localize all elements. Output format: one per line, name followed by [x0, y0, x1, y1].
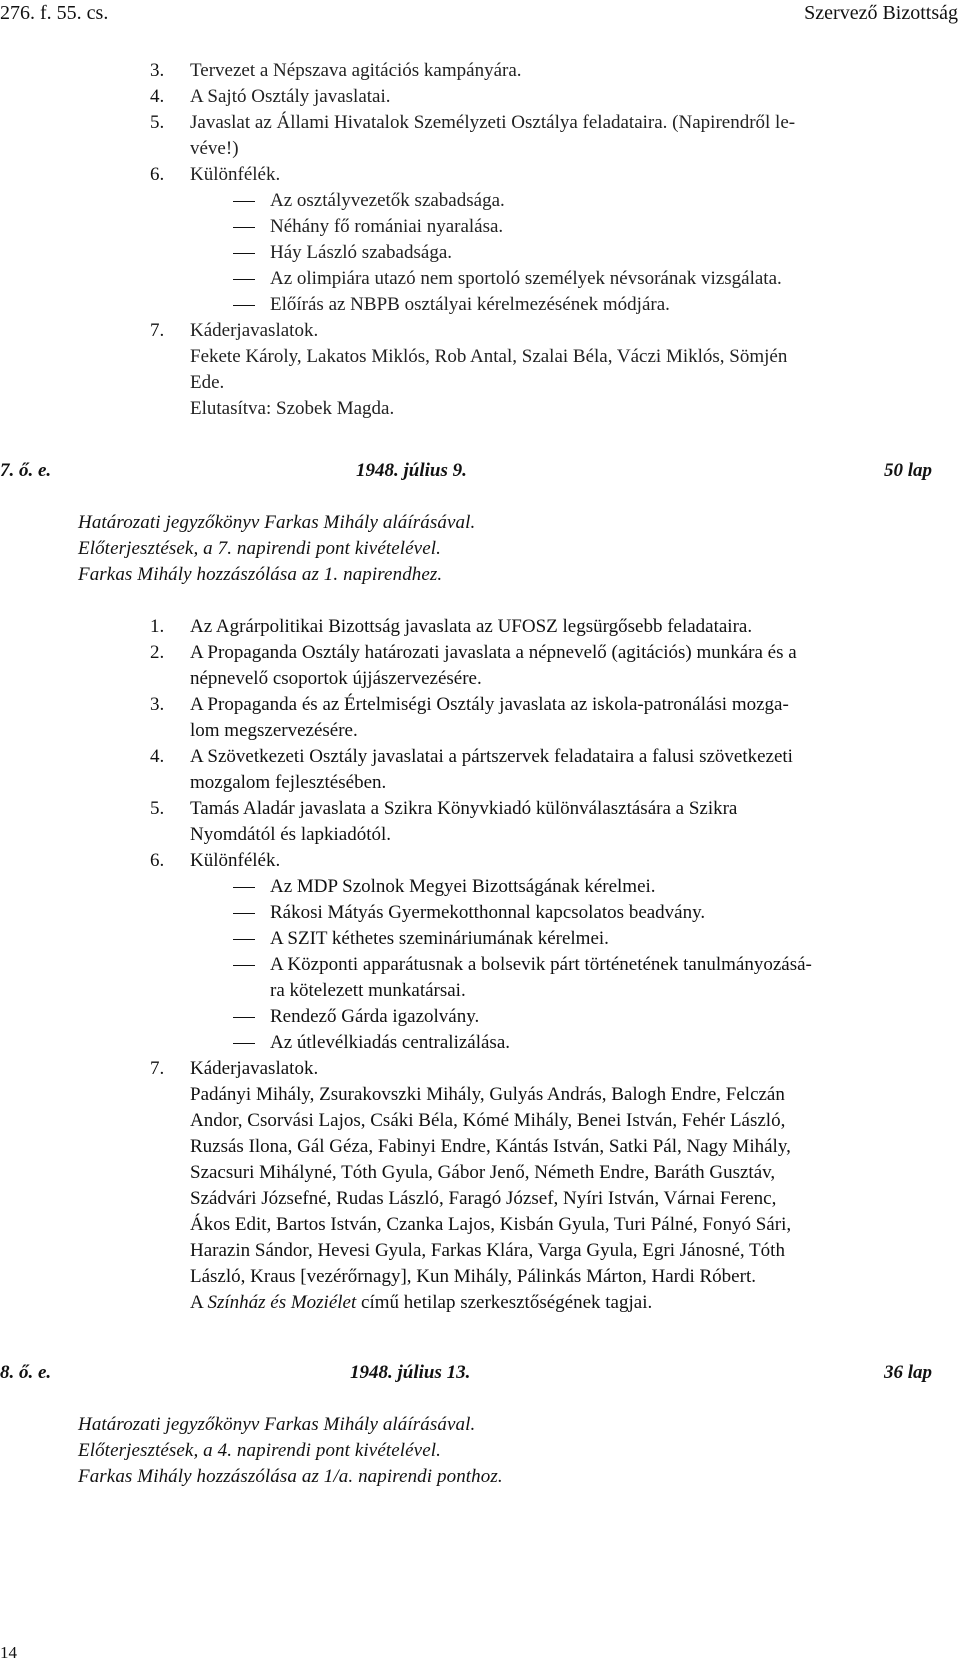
item-number: 4.: [150, 746, 165, 767]
names-line: Padányi Mihály, Zsurakovszki Mihály, Gulyás András, Balogh Endre, Felczán: [190, 1084, 785, 1105]
agenda-item-text: A Szövetkezeti Osztály javaslatai a pártszervek feladataira a falusi szövetkezeti: [190, 746, 793, 767]
running-header-left: 276. f. 55. cs.: [0, 2, 109, 24]
agenda-item-text: Az Agrárpolitikai Bizottság javaslata az UFOSZ legsürgősebb feladataira.: [190, 616, 753, 637]
sub-item-text: A SZIT kéthetes szemináriumának kérelmei.: [270, 928, 609, 949]
page-number: 14: [0, 1643, 17, 1662]
agenda-item-text: Különfélék.: [190, 164, 281, 185]
sub-item-text: Az útlevélkiadás centralizálása.: [270, 1032, 511, 1053]
agenda-item-text-cont: mozgalom fejlesztésében.: [190, 772, 387, 793]
dash-bullet: [233, 965, 255, 966]
session-pages: 50 lap: [883, 460, 932, 481]
sub-item-text: Az osztályvezetők szabadsága.: [270, 190, 505, 211]
names-line: Szádvári Józsefné, Rudas László, Faragó József, Nyíri István, Várnai Ferenc,: [190, 1188, 777, 1209]
dash-bullet: [233, 279, 255, 280]
dash-bullet: [233, 913, 255, 914]
periodical-title: Színház és Moziélet: [207, 1292, 357, 1313]
agenda-item-text-cont: lom megszervezésére.: [190, 720, 358, 741]
sub-item-text: Háy László szabadsága.: [270, 242, 453, 263]
meta-line: Előterjesztések, a 4. napirendi pont kivételével.: [78, 1440, 441, 1461]
names-line: Andor, Csorvási Lajos, Csáki Béla, Kómé Mihály, Benei István, Fehér László,: [190, 1110, 786, 1131]
agenda-item-text: A Sajtó Osztály javaslatai.: [190, 86, 391, 107]
dash-bullet: [233, 227, 255, 228]
item-number: 3.: [150, 694, 165, 715]
dash-bullet: [233, 1043, 255, 1044]
rejected-line: Elutasítva: Szobek Magda.: [190, 398, 395, 419]
agenda-item-text: Különfélék.: [190, 850, 281, 871]
sub-item-text: Rendező Gárda igazolvány.: [270, 1006, 480, 1027]
item-number: 6.: [150, 850, 165, 871]
sub-item-text: Az MDP Szolnok Megyei Bizottságának kérelmei.: [270, 876, 656, 897]
agenda-item-text: Tervezet a Népszava agitációs kampányára.: [190, 60, 522, 81]
agenda-item-text: Javaslat az Állami Hivatalok Személyzeti Osztálya feladataira. (Napirendről le-: [190, 112, 796, 133]
agenda-item-text-cont: népnevelő csoportok újjászervezésére.: [190, 668, 482, 689]
dash-bullet: [233, 887, 255, 888]
names-line: Ruzsás Ilona, Gál Géza, Fabinyi Endre, Kántás István, Satki Pál, Nagy Mihály,: [190, 1136, 791, 1157]
agenda-item-text-cont: Nyomdától és lapkiadótól.: [190, 824, 392, 845]
names-line: Szacsuri Mihályné, Tóth Gyula, Gábor Jenő, Németh Endre, Baráth Gusztáv,: [190, 1162, 776, 1183]
sub-item-text: Rákosi Mátyás Gyermekotthonnal kapcsolatos beadvány.: [270, 902, 706, 923]
agenda-item-text-cont: véve!): [190, 138, 239, 159]
dash-bullet: [233, 253, 255, 254]
agenda-item-text: A Propaganda Osztály határozati javaslata a népnevelő (agitációs) munkára és a: [190, 642, 797, 663]
item-number: 7.: [150, 1058, 165, 1079]
item-number: 5.: [150, 798, 165, 819]
names-line: Ákos Edit, Bartos István, Czanka Lajos, Kisbán Gyula, Turi Pálné, Fonyó Sári,: [190, 1214, 792, 1235]
agenda-item-text: Káderjavaslatok.: [190, 320, 319, 341]
agenda-item-text: Káderjavaslatok.: [190, 1058, 319, 1079]
agenda-item-text: A Propaganda és az Értelmiségi Osztály javaslata az iskola-patronálási mozga-: [190, 694, 789, 715]
dash-bullet: [233, 305, 255, 306]
dash-bullet: [233, 939, 255, 940]
running-header-right: Szervező Bizottság: [804, 2, 958, 24]
session-date: 1948. július 9.: [356, 460, 467, 481]
meta-line: Határozati jegyzőkönyv Farkas Mihály aláírásával.: [78, 512, 476, 533]
meta-line: Farkas Mihály hozzászólása az 1/a. napirendi ponthoz.: [78, 1466, 503, 1487]
agenda-item-text: Tamás Aladár javaslata a Szikra Könyvkiadó különválasztására a Szikra: [190, 798, 738, 819]
sub-item-text: Előírás az NBPB osztályai kérelmezésének módjára.: [270, 294, 670, 315]
sub-item-text: Néhány fő romániai nyaralása.: [270, 216, 504, 237]
item-number: 2.: [150, 642, 165, 663]
dash-bullet: [233, 1017, 255, 1018]
meta-line: Farkas Mihály hozzászólása az 1. napirendhez.: [78, 564, 443, 585]
sub-item-text-cont: ra kötelezett munkatársai.: [270, 980, 466, 1001]
session-pages: 36 lap: [883, 1362, 932, 1383]
names-line: Harazin Sándor, Hevesi Gyula, Farkas Klára, Varga Gyula, Egri Jánosné, Tóth: [190, 1240, 785, 1261]
dash-bullet: [233, 201, 255, 202]
item-number: 1.: [150, 616, 165, 637]
item-number: 7.: [150, 320, 165, 341]
sub-item-text: Az olimpiára utazó nem sportoló személyek névsorának vizsgálata.: [270, 268, 782, 289]
names-line: László, Kraus [vezérőrnagy], Kun Mihály, Pálinkás Márton, Hardi Róbert.: [190, 1266, 756, 1287]
session-date: 1948. július 13.: [350, 1362, 471, 1383]
item-number: 6.: [150, 164, 165, 185]
editorial-line: A Színház és Moziélet című hetilap szerkesztőségének tagjai.: [190, 1292, 653, 1313]
sub-item-text: A Központi apparátusnak a bolsevik párt történetének tanulmányozásá-: [270, 954, 812, 975]
item-number: 3.: [150, 60, 165, 81]
item-number: 4.: [150, 86, 165, 107]
session-id: 8. ő. e.: [0, 1362, 52, 1383]
names-line: Ede.: [190, 372, 225, 393]
names-line: Fekete Károly, Lakatos Miklós, Rob Antal, Szalai Béla, Váczi Miklós, Sömjén: [190, 346, 788, 367]
meta-line: Előterjesztések, a 7. napirendi pont kivételével.: [78, 538, 441, 559]
meta-line: Határozati jegyzőkönyv Farkas Mihály aláírásával.: [78, 1414, 476, 1435]
session-id: 7. ő. e.: [0, 460, 52, 481]
item-number: 5.: [150, 112, 165, 133]
